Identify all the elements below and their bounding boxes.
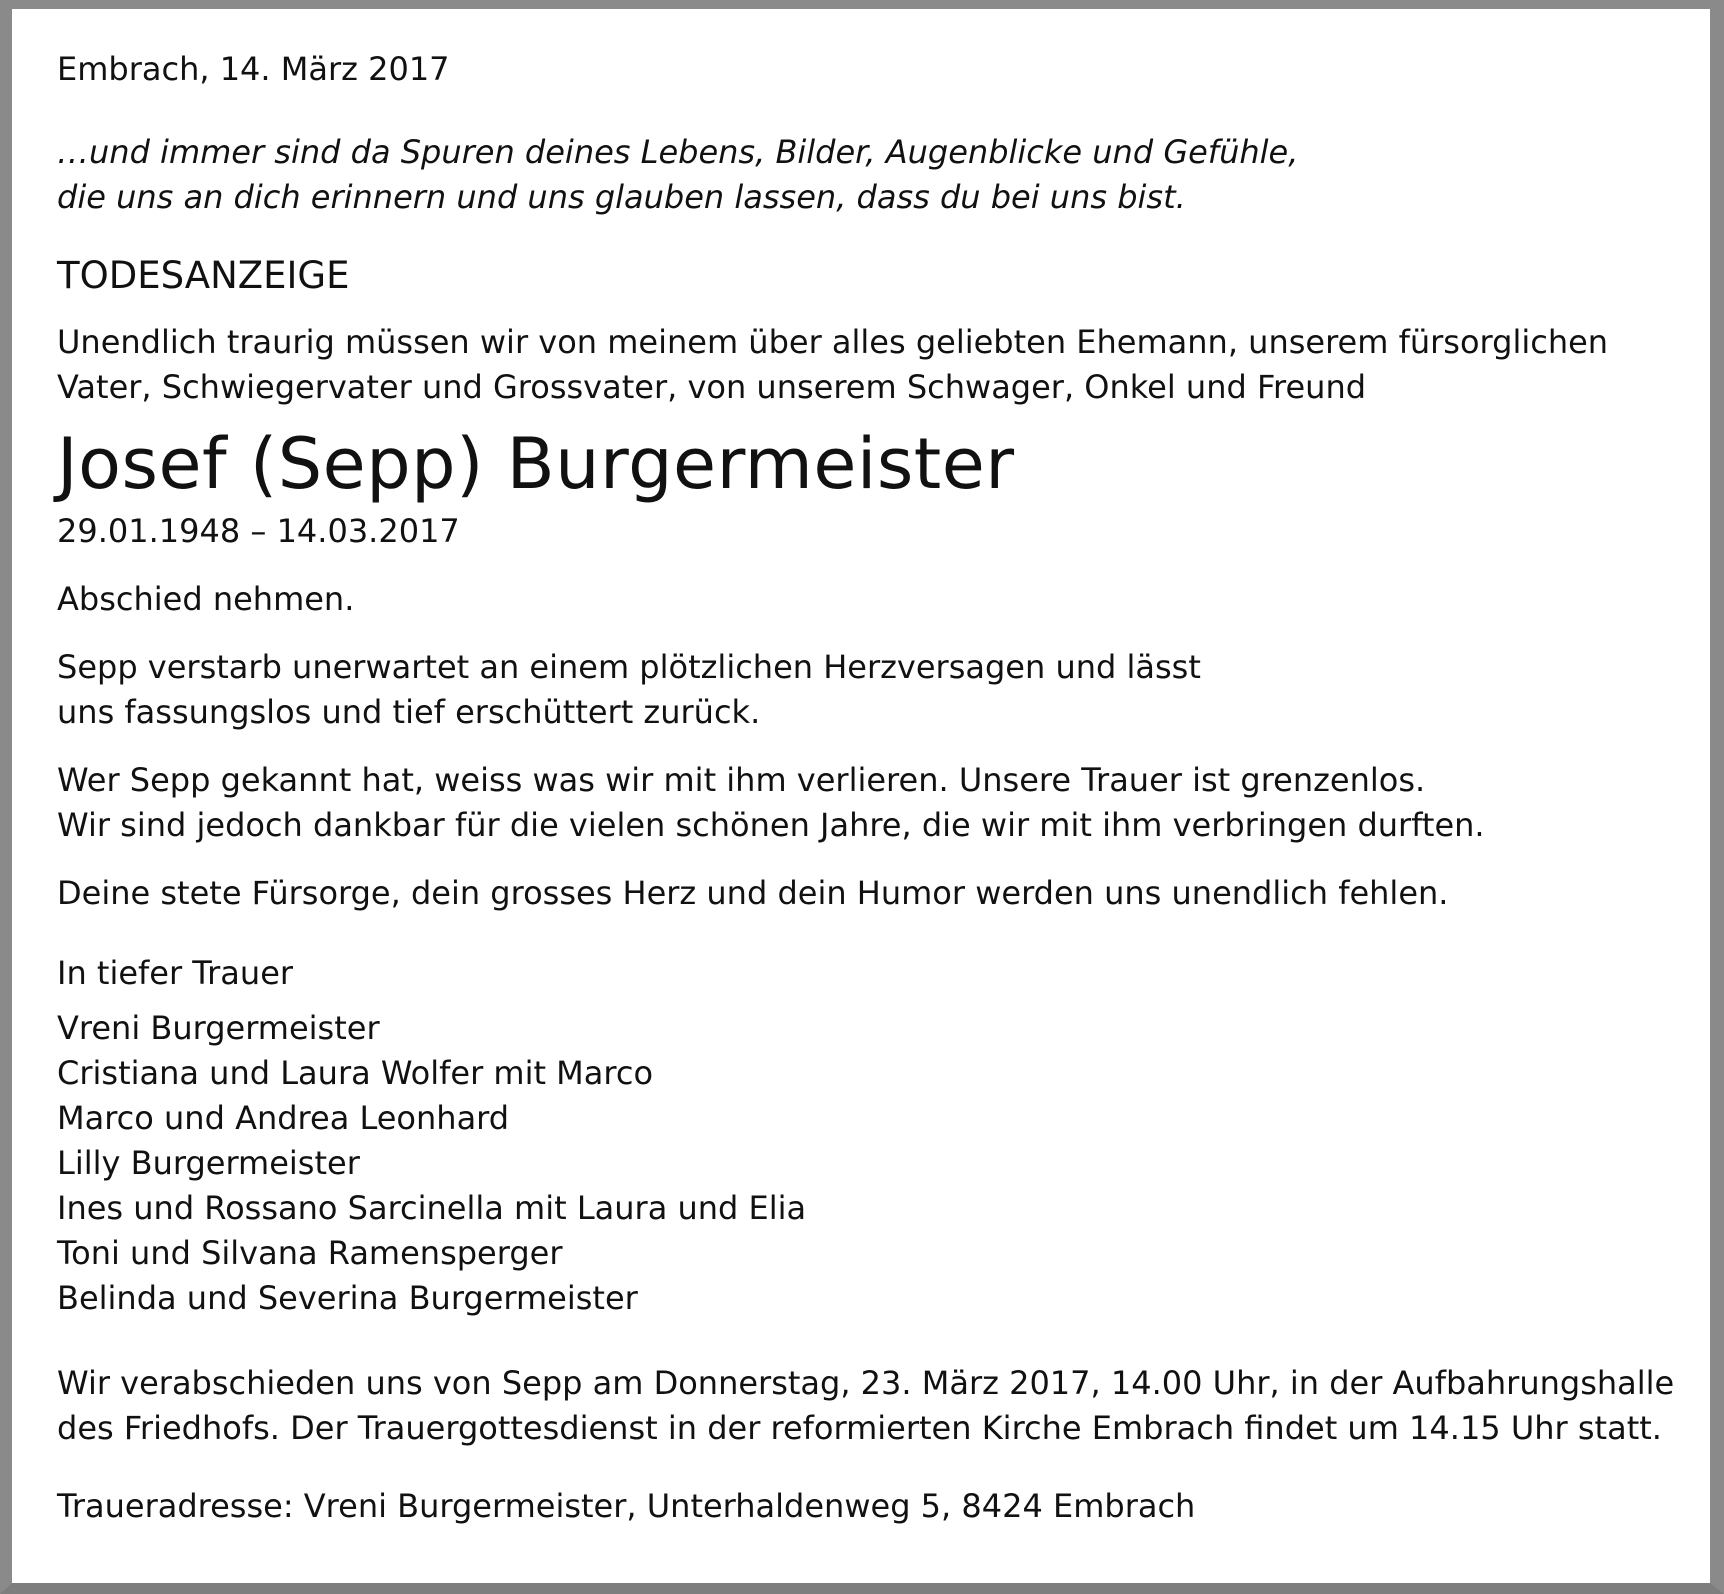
paragraph-2-line-1: Wer Sepp gekannt hat, weiss was wir mit ihm verlieren. Unsere Trauer ist grenzenlos.: [57, 761, 1426, 799]
memorial-quote: [57, 130, 1657, 220]
mourner-name: Toni und Silvana Ramensperger: [57, 1234, 563, 1272]
mourning-address: Traueradresse: Vreni Burgermeister, Unterhaldenweg 5, 8424 Embrach: [57, 1487, 1196, 1525]
mourner-name: Ines und Rossano Sarcinella mit Laura und Elia: [57, 1189, 807, 1227]
paragraph-2-line-2: Wir sind jedoch dankbar für die vielen schönen Jahre, die wir mit ihm verbringen durften.: [57, 806, 1485, 844]
paragraph-1-line-2: uns fassungslos und tief erschüttert zurück.: [57, 693, 761, 731]
intro-line-1: Unendlich traurig müssen wir von meinem über alles geliebten Ehemann, unserem fürsorglichen: [57, 323, 1609, 361]
mourner-name: Marco und Andrea Leonhard: [57, 1099, 510, 1137]
quote-line-1: …und immer sind da Spuren deines Lebens, Bilder, Augenblicke und Gefühle,: [57, 133, 1299, 171]
paragraph-3: Deine stete Fürsorge, dein grosses Herz und dein Humor werden uns unendlich fehlen.: [57, 874, 1449, 912]
ceremony-details: [57, 1361, 1675, 1451]
intro-text: [57, 320, 1657, 410]
paragraph-1-line-1: Sepp verstarb unerwartet an einem plötzlichen Herzversagen und lässt: [57, 648, 1201, 686]
mourning-heading: In tiefer Trauer: [57, 954, 294, 992]
obituary-content: [57, 47, 1675, 1529]
place-date: Embrach, 14. März 2017: [57, 50, 450, 88]
paragraph-1: [57, 645, 1657, 735]
life-dates: 29.01.1948 – 14.03.2017: [57, 512, 460, 550]
quote-line-2: die uns an dich erinnern und uns glauben lassen, dass du bei uns bist.: [57, 178, 1186, 216]
ceremony-line-2: des Friedhofs. Der Trauergottesdienst in der reformierten Kirche Embrach findet um 14.15 Uhr statt.: [57, 1409, 1662, 1447]
mourner-name: Cristiana und Laura Wolfer mit Marco: [57, 1054, 654, 1092]
intro-line-2: Vater, Schwiegervater und Grossvater, von unserem Schwager, Onkel und Freund: [57, 368, 1367, 406]
mourner-name: Lilly Burgermeister: [57, 1144, 360, 1182]
ceremony-line-1: Wir verabschieden uns von Sepp am Donnerstag, 23. März 2017, 14.00 Uhr, in der Aufbahrungshalle: [57, 1364, 1675, 1402]
mourner-name: Vreni Burgermeister: [57, 1009, 380, 1047]
paragraph-2: [57, 758, 1657, 848]
obituary-heading: TODESANZEIGE: [57, 254, 350, 297]
farewell-text: Abschied nehmen.: [57, 580, 355, 618]
mourners-list: [57, 1006, 1657, 1321]
deceased-name: Josef (Sepp) Burgermeister: [57, 423, 1015, 505]
mourner-name: Belinda und Severina Burgermeister: [57, 1279, 638, 1317]
